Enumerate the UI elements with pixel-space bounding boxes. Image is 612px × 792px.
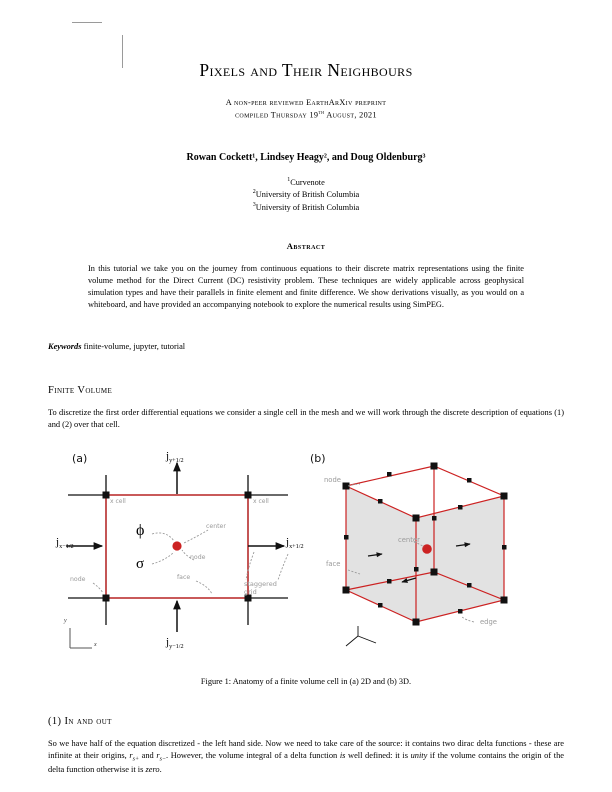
affiliation-item bbox=[48, 201, 564, 214]
annotation-center: center bbox=[206, 522, 226, 530]
annotation-center-3d: center bbox=[398, 535, 420, 544]
annotation-staggered-grid bbox=[244, 580, 277, 596]
date-ordinal-suffix: th bbox=[318, 109, 325, 116]
figure-panel-a-2d-cell bbox=[48, 450, 308, 665]
flux-label-top: $j_{y+1/2}$ bbox=[166, 449, 184, 464]
abstract-text: In this tutorial we take you on the journey from continuous equations to their discrete matrix representations using the finite volume method for the Direct Current (DC) resistivity problem. These techniques are widely applicable across geophysical simulation types and have their parallels in finite element and finite difference. We show derivations visually, as you would on a whiteboard, and have provided an accompanying notebook to explore the numerical results using SimPEG. bbox=[88, 264, 524, 309]
author-list: Rowan Cockett¹, Lindsey Heagy², and Doug Oldenburg³ bbox=[186, 151, 426, 163]
conductivity-sigma-symbol: σ bbox=[136, 555, 145, 572]
affiliation-name: University of British Columbia bbox=[255, 189, 360, 199]
section-heading-finite-volume: Finite Volume bbox=[48, 385, 113, 397]
preprint-notice bbox=[48, 97, 564, 122]
affiliation-name: University of British Columbia bbox=[255, 202, 360, 212]
section-heading-in-and-out: (1) In and out bbox=[48, 715, 112, 727]
annotation-x-cell-left: x cell bbox=[110, 497, 126, 505]
affiliation-marker: 1 bbox=[287, 176, 291, 183]
panel-a-label: (a) bbox=[72, 451, 88, 465]
flux-label-bottom: $j_{y-1/2}$ bbox=[166, 635, 184, 650]
flux-label-left: $j_{x-1/2}$ bbox=[56, 535, 74, 550]
compiled-date-prefix: compiled Thursday 19 bbox=[235, 110, 319, 120]
affiliation-marker: 2 bbox=[252, 189, 256, 196]
preprint-line-1: A non-peer reviewed EarthArXiv preprint bbox=[225, 98, 387, 107]
annotation-face-3d: face bbox=[326, 559, 341, 568]
axis-label-x: x bbox=[94, 641, 97, 648]
potential-phi-symbol: ϕ bbox=[136, 521, 145, 539]
affiliation-name: Curvenote bbox=[290, 177, 325, 187]
keywords-label: Keywords bbox=[48, 342, 82, 352]
annotation-node-center: node bbox=[190, 553, 206, 561]
compiled-date-suffix: August, 2021 bbox=[324, 110, 377, 120]
axis-label-y: y bbox=[64, 617, 67, 624]
preprint-line-2 bbox=[48, 109, 564, 122]
affiliation-item bbox=[48, 176, 564, 189]
page-content bbox=[48, 0, 564, 776]
figure-1 bbox=[48, 450, 564, 665]
abstract-heading: Abstract bbox=[286, 241, 326, 252]
affiliation-marker: 3 bbox=[252, 201, 256, 208]
annotation-edge-3d: edge bbox=[480, 617, 497, 626]
keywords-line bbox=[48, 342, 564, 351]
staggered-grid-line-1: staggered bbox=[244, 579, 277, 588]
affiliation-item bbox=[48, 188, 564, 201]
figure-panel-b-3d-cell bbox=[306, 450, 562, 665]
annotation-x-cell-right: x cell bbox=[253, 497, 269, 505]
section-body-in-and-out: So we have half of the equation discretized - the left hand side. Now we need to take care of the source: it contains two dirac delta functions - these are infinite at their origins, $r_{s+}$ and $r_{s-}$. However, the volume integral of a delta function is well defined: it is unity if the volume contains the origin of the delta function otherwise it is zero. bbox=[48, 738, 564, 775]
annotation-node-3d: node bbox=[324, 475, 341, 484]
keywords-value: finite-volume, jupyter, tutorial bbox=[83, 342, 186, 352]
annotation-face: face bbox=[177, 573, 191, 581]
flux-label-right: $j_{x+1/2}$ bbox=[286, 535, 304, 550]
section-body-finite-volume: To discretize the first order differential equations we consider a single cell in the mesh and we will work through the discrete description of equations (1) and (2) over that cell. bbox=[48, 408, 564, 430]
annotation-node-bottom-left: node bbox=[70, 575, 86, 583]
staggered-grid-line-2: grid bbox=[244, 587, 257, 596]
affiliation-list bbox=[48, 176, 564, 214]
page-title: Pixels and Their Neighbours bbox=[199, 60, 413, 80]
abstract-section bbox=[88, 241, 524, 310]
panel-b-label: (b) bbox=[310, 451, 326, 465]
figure-1-caption: Figure 1: Anatomy of a finite volume cell in (a) 2D and (b) 3D. bbox=[200, 676, 412, 686]
